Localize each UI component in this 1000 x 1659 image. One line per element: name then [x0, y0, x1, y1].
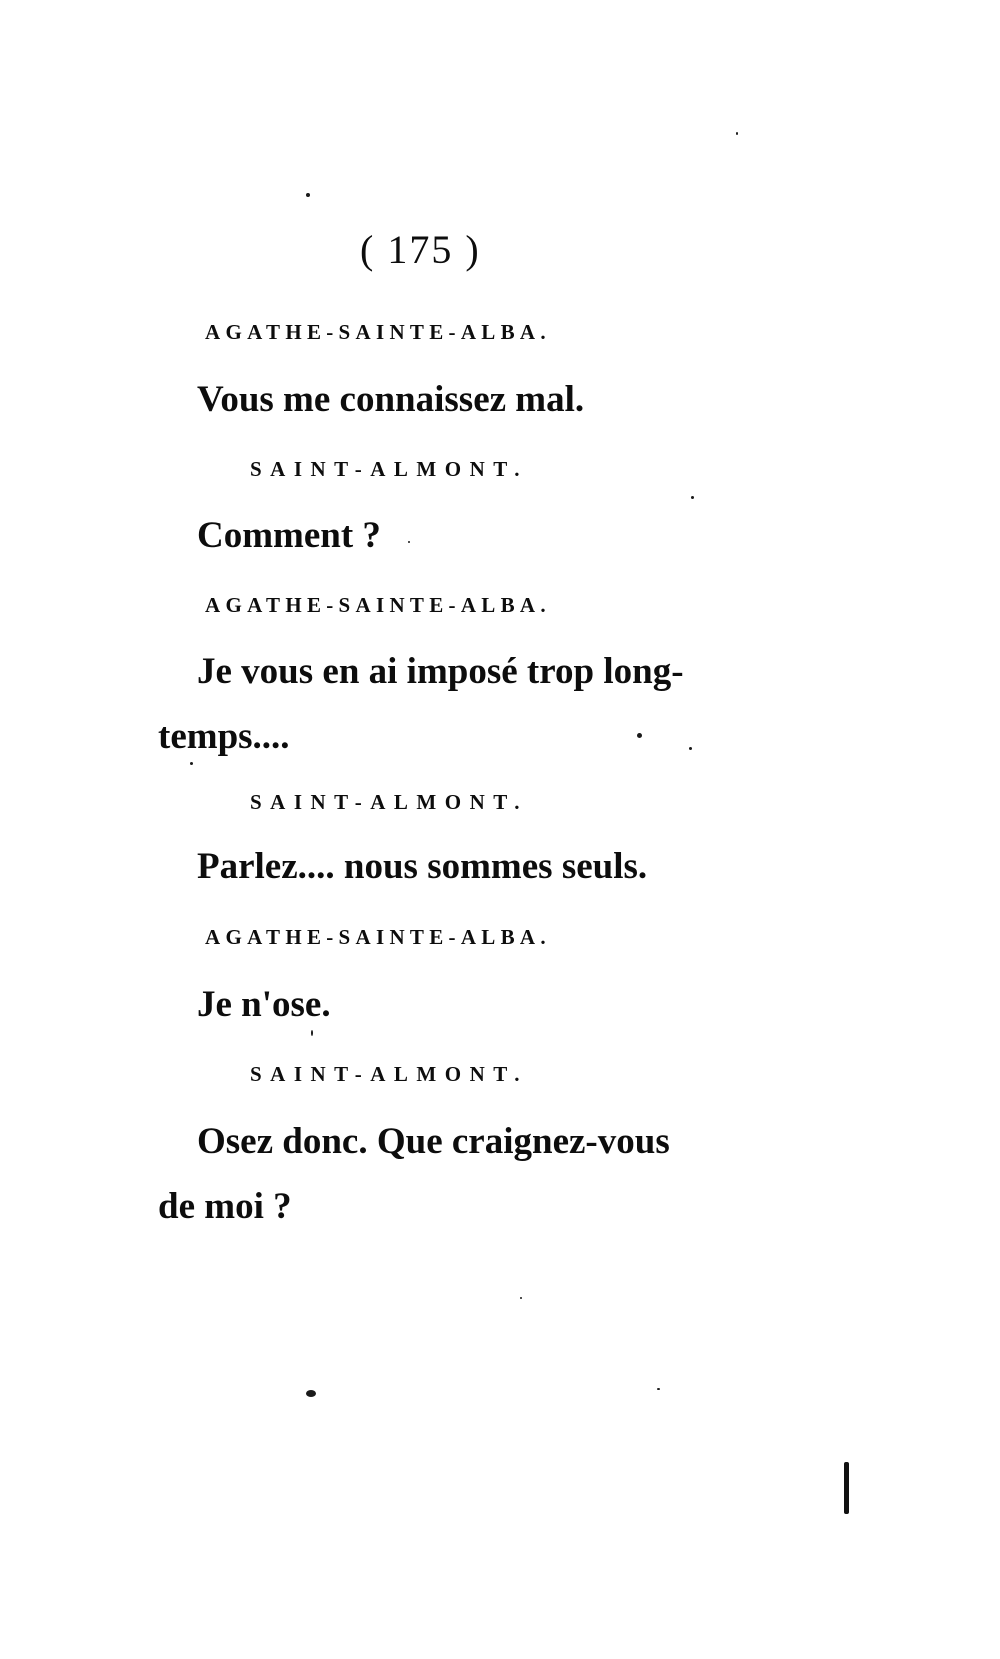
speaker-label: AGATHE-SAINTE-ALBA.	[205, 320, 551, 344]
scan-speck	[689, 747, 692, 750]
scan-speck	[306, 193, 310, 197]
scan-speck	[691, 496, 694, 499]
dialogue-line: Parlez.... nous sommes seuls.	[197, 846, 648, 887]
scan-speck	[637, 733, 642, 738]
speaker-label: SAINT-ALMONT.	[250, 1062, 528, 1086]
speaker-label: AGATHE-SAINTE-ALBA.	[205, 925, 551, 949]
dialogue-line: de moi ?	[158, 1186, 292, 1227]
scan-mark	[844, 1462, 849, 1514]
scan-speck	[306, 1390, 316, 1397]
page-number: ( 175 )	[360, 227, 481, 272]
scan-speck	[736, 132, 738, 135]
dialogue-line: Osez donc. Que craignez-vous	[197, 1121, 670, 1162]
dialogue-line: Je n'ose.	[197, 984, 331, 1025]
dialogue-line: Je vous en ai imposé trop long-	[197, 651, 684, 692]
dialogue-line: Vous me connaissez mal.	[197, 379, 585, 420]
scan-speck	[657, 1388, 660, 1390]
speaker-label: SAINT-ALMONT.	[250, 790, 528, 814]
scan-speck	[408, 541, 410, 543]
scan-speck	[311, 1030, 313, 1036]
speaker-label: AGATHE-SAINTE-ALBA.	[205, 593, 551, 617]
dialogue-line: Comment ?	[197, 515, 381, 556]
dialogue-line: temps....	[158, 716, 290, 757]
speaker-label: SAINT-ALMONT.	[250, 457, 528, 481]
scan-speck	[190, 762, 193, 765]
scan-speck	[520, 1297, 522, 1299]
